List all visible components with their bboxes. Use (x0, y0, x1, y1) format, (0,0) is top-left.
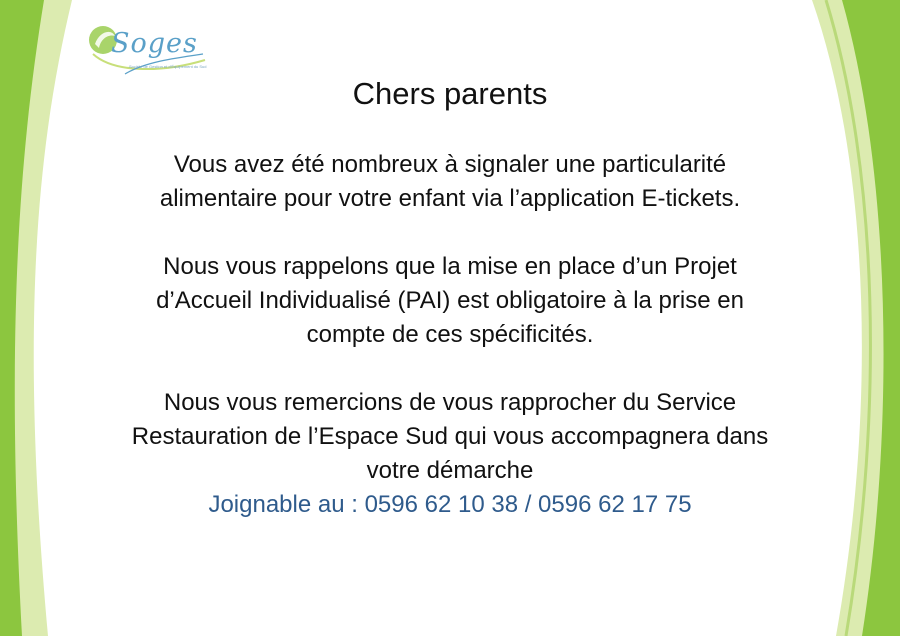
paragraph-line: Restauration de l’Espace Sud qui vous accompagnera dans (131, 423, 769, 450)
paragraph-line: Nous vous rappelons que la mise en place d’un Projet (163, 253, 737, 280)
logo-brand: Soges (111, 28, 198, 59)
paragraph-line: alimentaire pour votre enfant via l’application E-tickets. (159, 185, 741, 212)
paragraph-line: d’Accueil Individualisé (PAI) est obligatoire à la prise en (156, 287, 744, 314)
paragraph-line: Vous avez été nombreux à signaler une particularité (173, 151, 727, 178)
page-title: Chers parents (352, 76, 548, 111)
paragraph-line: votre démarche (366, 457, 534, 484)
notice-content (80, 74, 820, 522)
paragraph-2 (80, 250, 820, 352)
contact-phone-line: Joignable au : 0596 62 10 38 / 0596 62 17 75 (208, 491, 692, 518)
paragraph-3 (80, 386, 820, 488)
paragraph-line: Nous vous remercions de vous rapprocher du Service (163, 389, 737, 416)
logo-tagline: Société de Gestion et d'Équipement du Sud (129, 64, 207, 69)
paragraph-line: compte de ces spécificités. (306, 321, 594, 348)
paragraph-1 (80, 148, 820, 216)
